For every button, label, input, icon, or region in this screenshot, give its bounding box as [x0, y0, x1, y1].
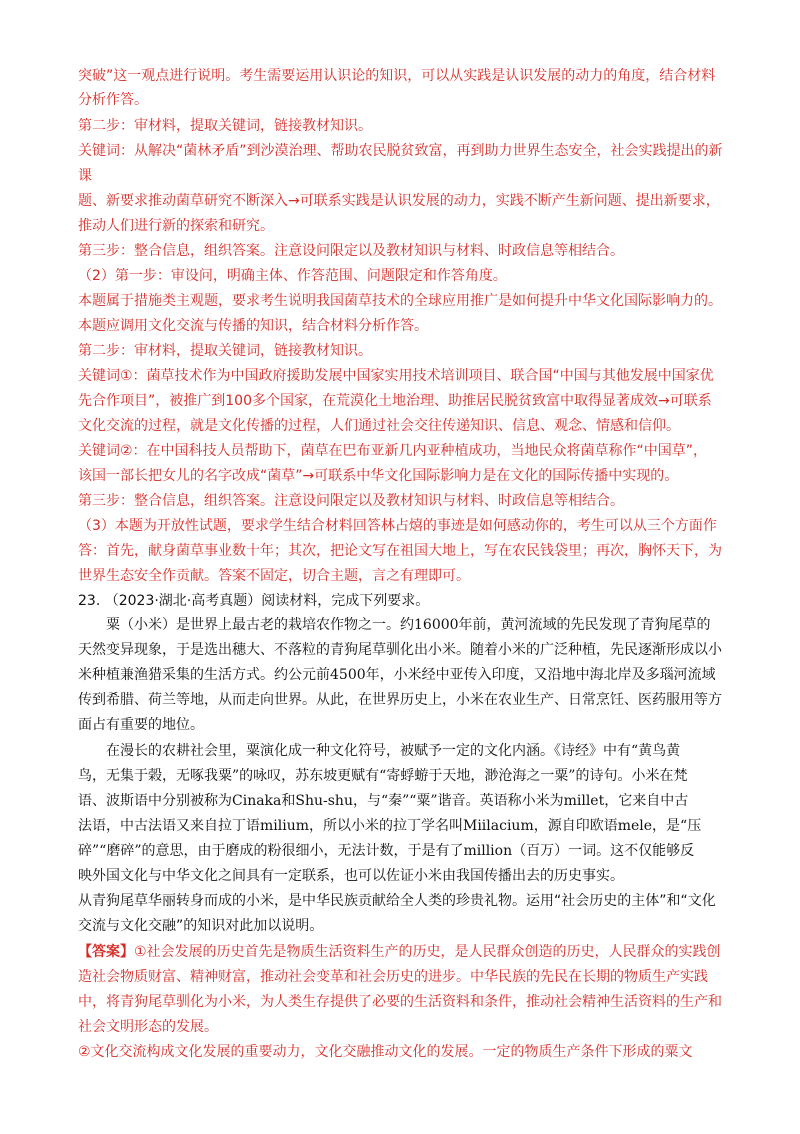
- material-line: 语、波斯语中分别被称为Cinaka和Shu-shu，与“秦”“粟”谐音。英语称小米为millet，它来自中古: [78, 793, 689, 809]
- analysis-line: 突破”这一观点进行说明。考生需要运用认识论的知识，可以从实践是认识发展的动力的角度，结合材料: [78, 68, 716, 84]
- material-line: 法语，中古法语又来自拉丁语milium，所以小米的拉丁学名叫Miilacium，源自印欧语mele，是“压: [78, 818, 702, 834]
- analysis-line: （2）第一步：审设问，明确主体、作答范围、问题限定和作答角度。: [78, 268, 507, 284]
- analysis-line: 关键词①：菌草技术作为中国政府援助发展中国家实用技术培训项目、联合国“中国与其他发展中国家优: [78, 368, 714, 384]
- question-prompt: 交流与文化交融”的知识对此加以说明。: [78, 918, 324, 934]
- analysis-line: 关键词：从解决“菌林矛盾”到沙漠治理、帮助农民脱贫致富，再到助力世界生态安全，社会实践提出的新: [78, 143, 723, 159]
- question-source: （2023·湖北·高考真题）阅读材料，完成下列要求。: [104, 593, 430, 609]
- answer-line: 社会文明形态的发展。: [78, 1019, 218, 1035]
- answer-line: [78, 940, 721, 964]
- analysis-line: 本题属于措施类主观题，要求考生说明我国菌草技术的全球应用推广是如何提升中华文化国际影响力的。: [78, 293, 722, 309]
- analysis-line: 该国一部长把女儿的名字改成“菌草”→可联系中华文化国际影响力是在文化的国际传播中实现的。: [78, 468, 679, 484]
- material-line: 传到希腊、荷兰等地，从而走向世界。从此，在世界历史上，小米在农业生产、日常烹饪、医药服用等方: [78, 692, 722, 708]
- analysis-line: 第二步：审材料，提取关键词，链接教材知识。: [78, 118, 372, 134]
- question-header: [78, 589, 429, 613]
- answer-text: ①社会发展的历史首先是物质生活资料生产的历史，是人民群众创造的历史，人民群众的实践创: [134, 944, 721, 960]
- analysis-line: 题、新要求推动菌草研究不断深入→可联系实践是认识发展的动力，实践不断产生新问题、提出新要求，: [78, 193, 720, 209]
- answer-line: ②文化交流构成文化发展的重要动力，文化交融推动文化的发展。一定的物质生产条件下形成的粟文: [78, 1044, 693, 1060]
- analysis-line: 分析作答。: [78, 92, 148, 108]
- answer-line: 造社会物质财富、精神财富，推动社会变革和社会历史的进步。中华民族的先民在长期的物质生产实践: [78, 969, 708, 985]
- answer-tag: 【答案】: [78, 944, 134, 960]
- question-prompt: 从青狗尾草华丽转身而成的小米，是中华民族贡献给全人类的珍贵礼物。运用“社会历史的主体”和“文化: [78, 893, 716, 909]
- analysis-line: 第三步：整合信息，组织答案。注意设问限定以及教材知识与材料、时政信息等相结合。: [78, 493, 624, 509]
- material-line: 粟（小米）是世界上最古老的栽培农作物之一。约16000年前，黄河流域的先民发现了青狗尾草的: [106, 617, 711, 633]
- material-line: 天然变异现象，于是选出穗大、不落粒的青狗尾草驯化出小米。随着小米的广泛种植，先民逐渐形成以小: [78, 642, 722, 658]
- analysis-line: 世界生态安全作贡献。答案不固定，切合主题，言之有理即可。: [78, 568, 470, 584]
- analysis-line: 第三步：整合信息，组织答案。注意设问限定以及教材知识与材料、时政信息等相结合。: [78, 243, 624, 259]
- material-line: 映外国文化与中华文化之间具有一定联系，也可以佐证小米由我国传播出去的历史事实。: [78, 868, 624, 884]
- material-line: 面占有重要的地位。: [78, 717, 204, 733]
- material-line: 碎”“磨碎”的意思，由于磨成的粉很细小，无法计数，于是有了million（百万）一词。这不仅能够反: [78, 843, 695, 859]
- analysis-line: 课: [78, 168, 92, 184]
- analysis-line: 先合作项目”，被推广到100多个国家，在荒漠化土地治理、助推居民脱贫致富中取得显著成效→可联系: [78, 393, 712, 409]
- answer-line: 中，将青狗尾草驯化为小米，为人类生存提供了必要的生活资料和条件，推动社会精神生活资料的生产和: [78, 994, 722, 1010]
- analysis-line: 答：首先，献身菌草事业数十年；其次，把论文写在祖国大地上，写在农民钱袋里；再次，胸怀天下，为: [78, 543, 722, 559]
- material-line: 在漫长的农耕社会里，粟演化成一种文化符号，被赋予一定的文化内涵。《诗经》中有“黄鸟黄: [106, 743, 681, 759]
- analysis-line: 关键词②：在中国科技人员帮助下，菌草在巴布亚新几内亚种植成功，当地民众将菌草称作“中国草”，: [78, 443, 708, 459]
- analysis-line: 推动人们进行新的探索和研究。: [78, 218, 274, 234]
- material-line: 米种植兼渔猎采集的生活方式。约公元前4500年，小米经中亚传入印度，又沿地中海北岸及多瑙河流域: [78, 667, 716, 683]
- analysis-line: 本题应调用文化交流与传播的知识，结合材料分析作答。: [78, 318, 428, 334]
- analysis-line: 文化交流的过程，就是文化传播的过程，人们通过社会交往传递知识、信息、观念、情感和信仰。: [78, 418, 680, 434]
- material-line: 鸟，无集于榖，无啄我粟”的咏叹，苏东坡更赋有“寄蜉蝣于天地，渺沧海之一粟”的诗句。小米在梵: [78, 768, 688, 784]
- analysis-line: （3）本题为开放性试题，要求学生结合材料回答林占熺的事迹是如何感动你的，考生可以从三个方面作: [78, 518, 717, 534]
- question-number: 23.: [78, 593, 101, 609]
- analysis-line: 第二步：审材料，提取关键词，链接教材知识。: [78, 343, 372, 359]
